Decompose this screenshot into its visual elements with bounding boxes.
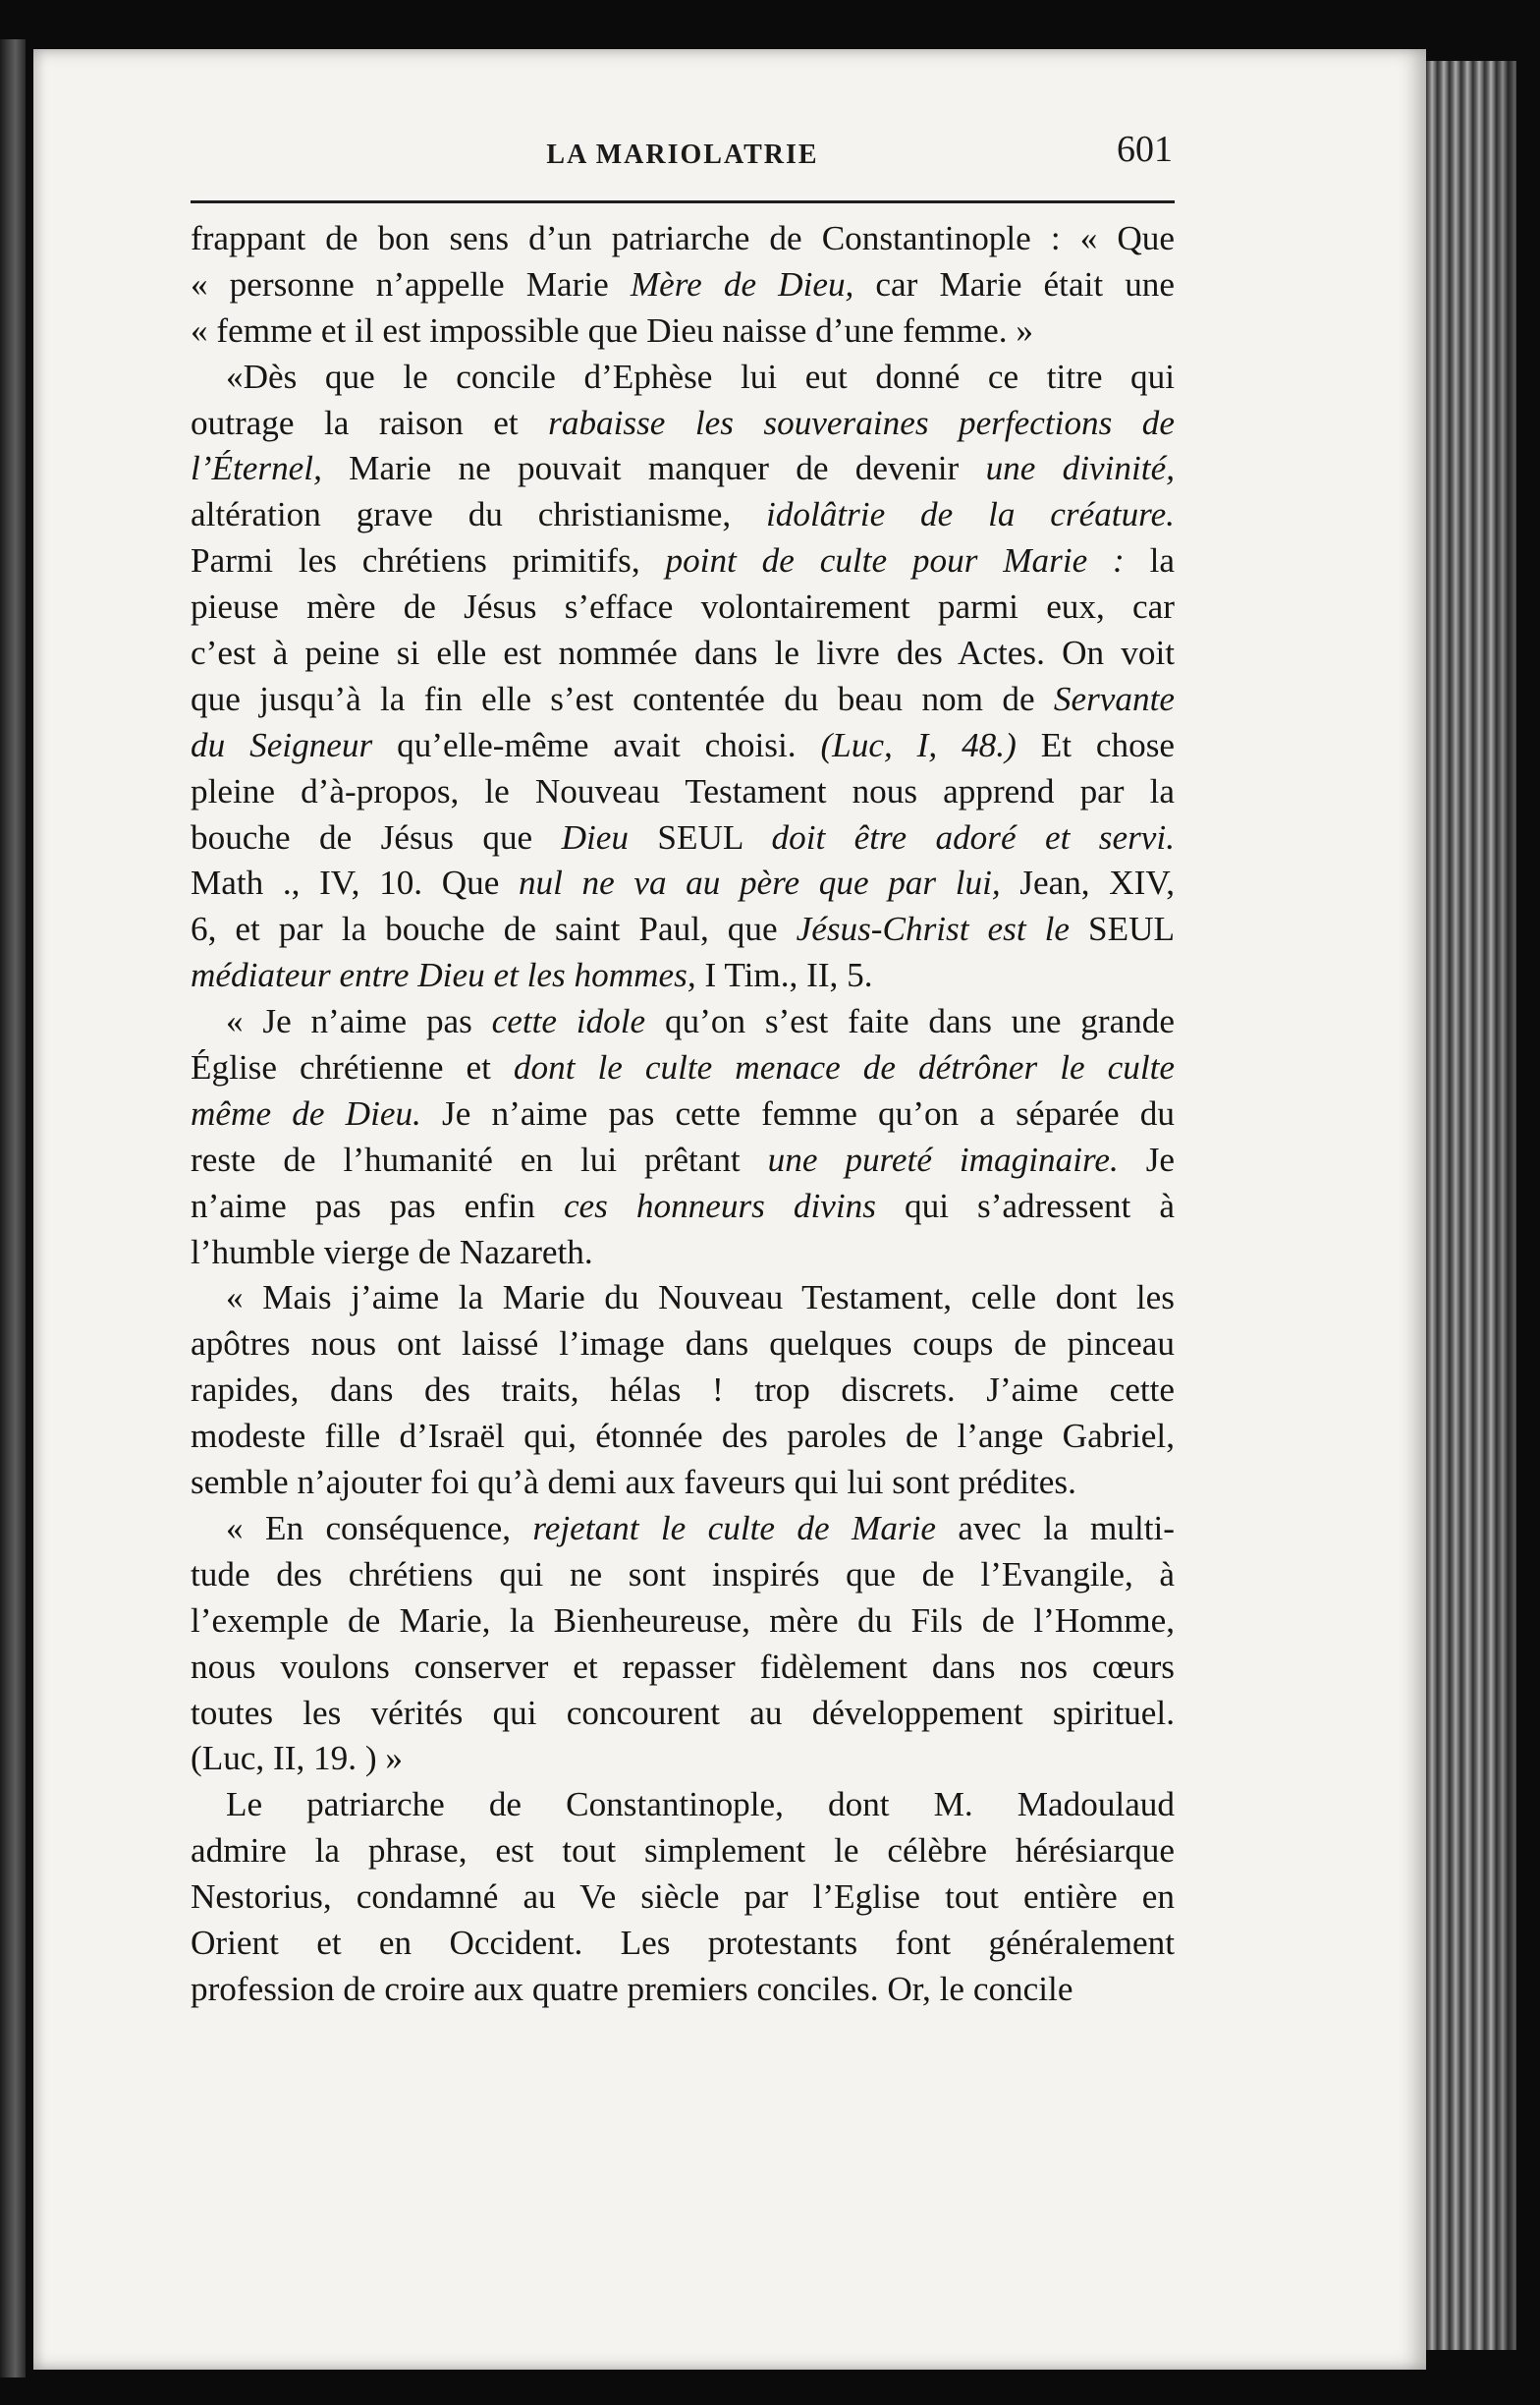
text-run: Marie ne pouvait manquer de devenir [321, 449, 986, 488]
text-line [191, 723, 1175, 769]
text-run: qu’on s’est faite dans une grande [645, 1002, 1175, 1041]
text-run: «Dès que le concile d’Ephèse lui eut donné ce titre qui [226, 357, 1175, 396]
italic-run: idolâtrie de la créature. [765, 495, 1175, 534]
text-line [191, 401, 1175, 447]
text-run: toutes les vérités qui concourent au développement spirituel. [191, 1693, 1175, 1732]
text-line [191, 1736, 1175, 1782]
text-run: profession de croire aux quatre premiers conciles. Or, le concile [191, 1969, 1073, 2008]
text-line [191, 1921, 1175, 1967]
text-run: Parmi les chrétiens primitifs, [191, 541, 666, 581]
paragraph [191, 355, 1175, 999]
italic-run: rejetant le culte de Marie [532, 1508, 937, 1547]
italic-run: médiateur entre Dieu et les hommes, [191, 956, 696, 995]
text-line [191, 1552, 1175, 1598]
text-run: « En conséquence, [226, 1508, 533, 1547]
text-line [191, 1275, 1175, 1321]
text-run: Et chose [1016, 725, 1176, 764]
paragraph [191, 1506, 1175, 1782]
text-run: SEUL [1070, 910, 1176, 949]
text-run: reste de l’humanité en lui prêtant [191, 1140, 768, 1179]
text-run: Jean, XIV, [1000, 864, 1176, 903]
text-line [191, 769, 1175, 815]
text-line [191, 216, 1175, 262]
text-line [191, 538, 1175, 585]
running-header [191, 126, 1175, 203]
paragraph [191, 1782, 1175, 2012]
italic-run: cette idole [491, 1002, 646, 1041]
text-line [191, 907, 1175, 953]
text-run: rapides, dans des traits, hélas ! trop discrets. J’aime cette [191, 1370, 1175, 1410]
text-run: pieuse mère de Jésus s’efface volontairement parmi eux, car [191, 587, 1175, 627]
italic-run: même de Dieu. [191, 1093, 421, 1133]
text-line [191, 631, 1175, 677]
running-title: LA MARIOLATRIE [546, 140, 819, 170]
text-line [191, 1828, 1175, 1874]
text-line [191, 1874, 1175, 1921]
italic-run: ces honneurs divins [563, 1186, 876, 1225]
italic-run: nul ne va au père que par lui, [518, 864, 1001, 903]
text-run: frappant de bon sens d’un patriarche de Constantinople : « Que [191, 219, 1175, 257]
text-run: 6, et par la bouche de saint Paul, que [191, 910, 797, 949]
text-run: Math ., IV, 10. Que [191, 864, 519, 903]
text-run: c’est à peine si elle est nommée dans le livre des Actes. On voit [191, 634, 1175, 673]
text-run: Orient et en Occident. Les protestants font généralement [191, 1923, 1175, 1962]
text-line [191, 1645, 1175, 1691]
text-line [191, 1321, 1175, 1368]
text-line [191, 677, 1175, 723]
paragraph [191, 216, 1175, 355]
text-line [191, 355, 1175, 401]
text-run: « Je n’aime pas [226, 1002, 492, 1041]
italic-run: Mère de Dieu, [630, 264, 854, 304]
text-line [191, 492, 1175, 538]
text-run: nous voulons conserver et repasser fidèlement dans nos cœurs [191, 1647, 1175, 1686]
paragraph [191, 1275, 1175, 1505]
italic-run: l’Éternel, [191, 449, 322, 488]
text-run: modeste fille d’Israël qui, étonnée des paroles de l’ange Gabriel, [191, 1417, 1175, 1456]
text-run: Nestorius, condamné au Ve siècle par l’Eglise tout entière en [191, 1877, 1175, 1917]
text-run: l’humble vierge de Nazareth. [191, 1232, 593, 1271]
text-line [191, 1138, 1175, 1184]
text-run: n’aime pas pas enfin [191, 1186, 564, 1225]
italic-run: Jésus-Christ est le [796, 910, 1071, 949]
text-run: que jusqu’à la fin elle s’est contentée du beau nom de [191, 679, 1054, 718]
text-run: l’exemple de Marie, la Bienheureuse, mère du Fils de l’Homme, [191, 1600, 1175, 1640]
italic-run: une pureté imaginaire. [767, 1140, 1119, 1179]
text-run: admire la phrase, est tout simplement le célèbre hérésiarque [191, 1831, 1175, 1871]
italic-run: Servante [1053, 679, 1175, 718]
text-run: car Marie était une [853, 264, 1176, 304]
text-line [191, 585, 1175, 631]
text-run: altération grave du christianisme, [191, 495, 766, 534]
body-text [191, 216, 1175, 2013]
text-run: I Tim., II, 5. [695, 956, 873, 995]
text-run: bouche de Jésus que [191, 817, 562, 857]
text-run: « femme et il est impossible que Dieu naisse d’une femme. » [191, 310, 1033, 350]
text-line [191, 815, 1175, 862]
text-run: (Luc, II, 19. ) » [191, 1739, 403, 1778]
italic-run: rabaisse les souveraines perfections de [548, 403, 1175, 442]
text-run: Église chrétienne et [191, 1048, 514, 1088]
text-line [191, 262, 1175, 308]
text-run: qu’elle-même avait choisi. [372, 725, 821, 764]
text-line [191, 1967, 1175, 2013]
text-run: qui s’adressent à [875, 1186, 1175, 1225]
text-run: la [1124, 541, 1175, 581]
italic-run: doit être adoré et servi. [771, 817, 1175, 857]
italic-run: point de culte pour Marie : [665, 541, 1125, 581]
text-line [191, 1184, 1175, 1230]
text-line [191, 1091, 1175, 1138]
italic-run: Dieu [561, 817, 629, 857]
text-run: Je [1118, 1140, 1176, 1179]
text-line [191, 1414, 1175, 1460]
text-run: semble n’ajouter foi qu’à demi aux faveurs qui lui sont prédites. [191, 1463, 1076, 1502]
text-line [191, 861, 1175, 907]
text-line [191, 1045, 1175, 1091]
text-line [191, 999, 1175, 1045]
italic-run: dont le culte menace de détrôner le culte [513, 1048, 1175, 1088]
text-line [191, 953, 1175, 999]
facing-page-edge [0, 39, 26, 2377]
text-run: « personne n’appelle Marie [191, 264, 631, 304]
text-line [191, 1230, 1175, 1276]
text-line [191, 1782, 1175, 1828]
italic-run: du Seigneur [191, 725, 373, 764]
text-run: avec la multi- [936, 1508, 1176, 1547]
paragraph [191, 999, 1175, 1275]
text-run: apôtres nous ont laissé l’image dans quelques coups de pinceau [191, 1324, 1175, 1364]
text-run: Je n’aime pas cette femme qu’on a séparée du [420, 1093, 1175, 1133]
text-line [191, 308, 1175, 355]
text-run: SEUL [629, 817, 772, 857]
italic-run: une divinité, [985, 449, 1175, 488]
page-number: 601 [1117, 129, 1173, 170]
text-run: tude des chrétiens qui ne sont inspirés que de l’Evangile, à [191, 1554, 1175, 1594]
text-run: « Mais j’aime la Marie du Nouveau Testament, celle dont les [226, 1278, 1175, 1317]
text-line [191, 1691, 1175, 1737]
text-line [191, 1506, 1175, 1552]
text-run: pleine d’à-propos, le Nouveau Testament nous apprend par la [191, 771, 1175, 811]
text-line [191, 446, 1175, 492]
page-edge-shadow [1493, 59, 1540, 2368]
text-line [191, 1460, 1175, 1506]
text-line [191, 1598, 1175, 1645]
text-run: outrage la raison et [191, 403, 549, 442]
text-run: Le patriarche de Constantinople, dont M. Madoulaud [226, 1785, 1175, 1824]
italic-run: (Luc, I, 48.) [820, 725, 1017, 764]
text-line [191, 1368, 1175, 1414]
